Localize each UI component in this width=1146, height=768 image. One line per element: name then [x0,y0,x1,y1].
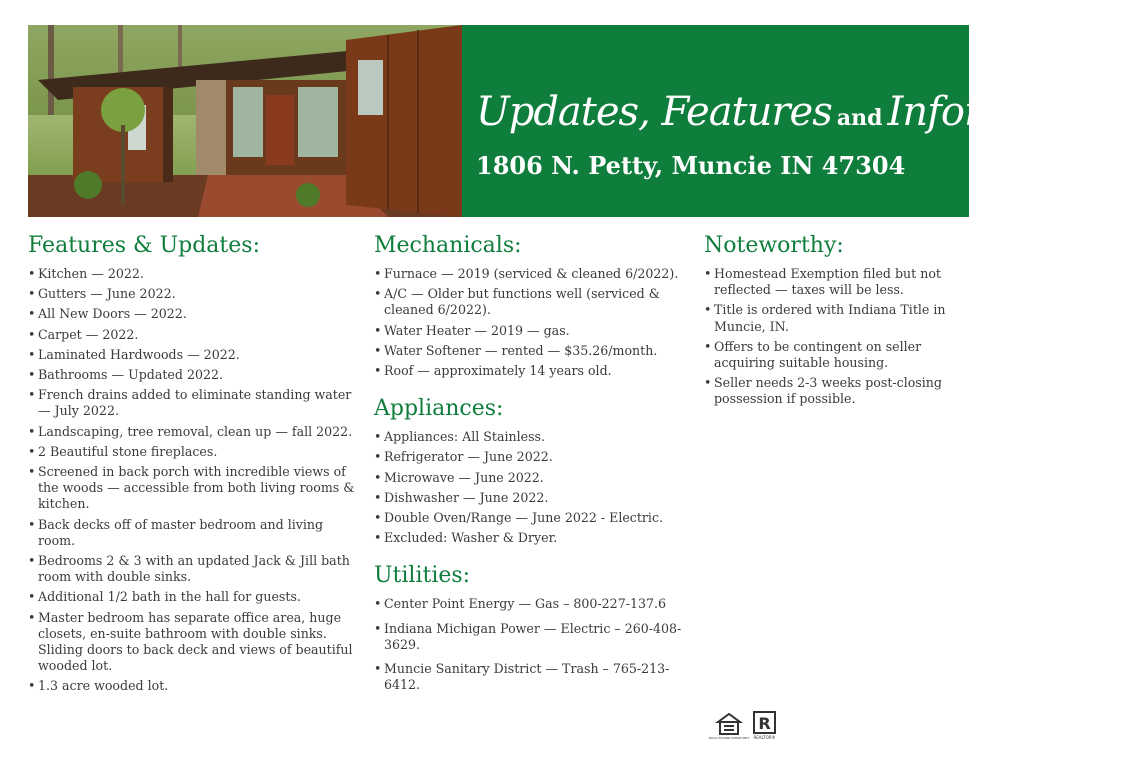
noteworthy-column [704,232,966,412]
list-item: • Appliances: All Stainless. [374,429,699,445]
list-item: • Dishwasher — June 2022. [374,490,699,506]
title-panel [462,25,1146,217]
list-item: • Kitchen — 2022. [28,266,363,282]
noteworthy-title: Noteworthy: [704,233,844,258]
headline [476,89,1146,135]
list-item: • Landscaping, tree removal, clean up — fall 2022. [28,424,363,440]
list-item: • Bathrooms — Updated 2022. [28,367,363,383]
utilities-list [374,596,699,693]
list-item: • Title is ordered with Indiana Title in Muncie, IN. [704,302,966,334]
headline-script-1: Updates, Features [476,89,832,135]
list-item: • Refrigerator — June 2022. [374,449,699,465]
list-item: • Gutters — June 2022. [28,286,363,302]
list-item: • Homestead Exemption filed but not reflected — taxes will be less. [704,266,966,298]
features-column [28,232,363,699]
list-item: • Center Point Energy — Gas – 800-227-137.6 [374,596,699,612]
equal-housing-icon [709,714,750,740]
list-item: • Offers to be contingent on seller acquiring suitable housing. [704,339,966,371]
list-item: • A/C — Older but functions well (serviced & cleaned 6/2022). [374,286,699,318]
list-item: • 1.3 acre wooded lot. [28,678,363,694]
features-title: Features & Updates: [28,233,260,258]
appliances-title: Appliances: [374,396,504,422]
mechanicals-title: Mechanicals: [374,233,522,258]
footer-logos [708,711,778,741]
list-item: • 2 Beautiful stone fireplaces. [28,444,363,460]
house-photo [28,25,462,217]
list-item: • Screened in back porch with incredible views of the woods — accessible from both living rooms & kitchen. [28,464,363,513]
headline-at: at [1121,105,1146,131]
list-item: • Master bedroom has separate office area, huge closets, en-suite bathroom with double sinks. Sliding doors to back deck and views of beautiful wooded lot. [28,610,363,675]
list-item: • Bedrooms 2 & 3 with an updated Jack & Jill bath room with double sinks. [28,553,363,585]
headline-and: and [836,105,883,131]
headline-script-2: Information [887,89,1117,135]
list-item: • Double Oven/Range — June 2022 - Electric. [374,510,699,526]
list-item: • Excluded: Washer & Dryer. [374,530,699,546]
header-banner [28,25,1146,217]
list-item: • Water Softener — rented — $35.26/month. [374,343,699,359]
utilities-title: Utilities: [374,563,471,589]
list-item: • Water Heater — 2019 — gas. [374,323,699,339]
list-item: • Indiana Michigan Power — Electric – 260-408-3629. [374,621,699,653]
property-address: 1806 N. Petty, Muncie IN 47304 [476,151,906,180]
appliances-list [374,429,699,546]
list-item: • Muncie Sanitary District — Trash – 765-213-6412. [374,661,699,693]
middle-column [374,232,699,701]
realtor-letter: R [758,714,771,733]
list-item: • Microwave — June 2022. [374,470,699,486]
list-item: • Back decks off of master bedroom and living room. [28,517,363,549]
list-item: • All New Doors — 2022. [28,306,363,322]
realtor-label: REALTOR® [753,735,776,740]
equal-housing-label: EQUAL HOUSING OPPORTUNITY [708,737,750,740]
noteworthy-list [704,266,966,408]
list-item: • Carpet — 2022. [28,327,363,343]
list-item: • Laminated Hardwoods — 2022. [28,347,363,363]
list-item: • French drains added to eliminate standing water — July 2022. [28,387,363,419]
mechanicals-list [374,266,699,379]
list-item: • Seller needs 2-3 weeks post-closing possession if possible. [704,375,966,407]
list-item: • Roof — approximately 14 years old. [374,363,699,379]
features-list [28,266,363,695]
list-item: • Furnace — 2019 (serviced & cleaned 6/2022). [374,266,699,282]
realtor-icon [753,712,775,740]
list-item: • Additional 1/2 bath in the hall for guests. [28,589,363,605]
